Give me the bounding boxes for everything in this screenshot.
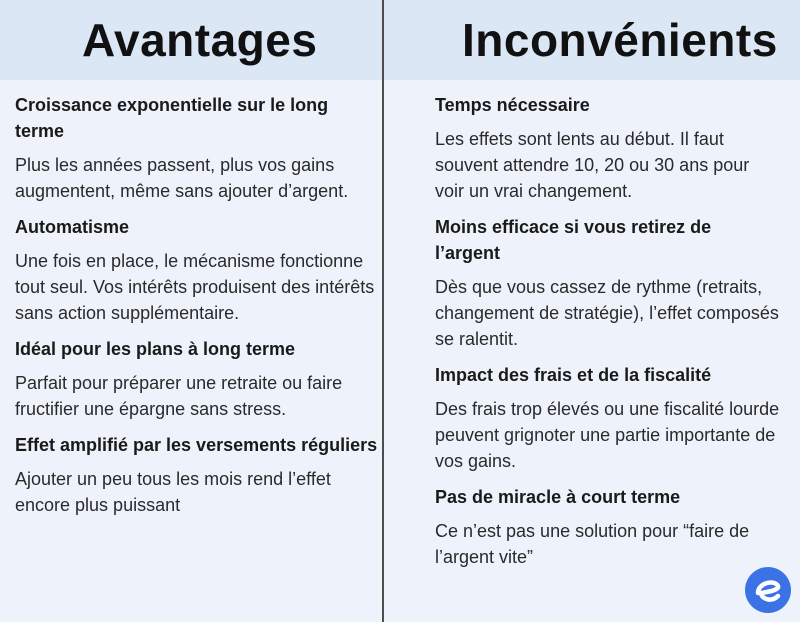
advantage-item-text: Parfait pour préparer une retraite ou faire fructifier une épargne sans stress. bbox=[15, 373, 343, 419]
advantages-list bbox=[0, 80, 400, 518]
advantages-title: Avantages bbox=[82, 14, 318, 66]
advantage-item-title: Automatisme bbox=[15, 217, 130, 237]
disadvantage-item bbox=[435, 214, 780, 352]
advantage-item-text: Une fois en place, le mécanisme fonctionne tout seul. Vos intérêts produisent des intérêts sans action supplémentaire. bbox=[15, 251, 375, 323]
advantage-item-text: Ajouter un peu tous les mois rend l’effet encore plus puissant bbox=[15, 469, 331, 515]
advantage-item bbox=[15, 214, 380, 326]
advantage-item bbox=[15, 336, 380, 422]
advantage-item-text: Plus les années passent, plus vos gains augmentent, même sans ajouter d’argent. bbox=[15, 155, 349, 201]
disadvantage-item-title: Moins efficace si vous retirez de l’argent bbox=[435, 217, 712, 263]
e-logo-icon bbox=[744, 566, 792, 614]
disadvantage-item bbox=[435, 484, 780, 570]
advantage-item-title: Effet amplifié par les versements réguliers bbox=[15, 435, 378, 455]
disadvantage-item-title: Impact des frais et de la fiscalité bbox=[435, 365, 712, 385]
disadvantage-item-text: Dès que vous cassez de rythme (retraits, changement de stratégie), l’effet composés se ralentit. bbox=[435, 277, 779, 349]
disadvantage-item-text: Des frais trop élevés ou une fiscalité lourde peuvent grignoter une partie importante de vos gains. bbox=[435, 399, 780, 471]
disadvantages-header bbox=[400, 0, 800, 80]
advantage-item-title: Idéal pour les plans à long terme bbox=[15, 339, 296, 359]
disadvantages-column bbox=[400, 0, 800, 622]
advantage-item bbox=[15, 92, 380, 204]
disadvantage-item-text: Les effets sont lents au début. Il faut souvent attendre 10, 20 ou 30 ans pour voir un vrai changement. bbox=[435, 129, 750, 201]
disadvantage-item-text: Ce n’est pas une solution pour “faire de l’argent vite” bbox=[435, 521, 750, 567]
disadvantages-list bbox=[400, 80, 800, 570]
column-divider bbox=[382, 0, 384, 622]
disadvantage-item-title: Pas de miracle à court terme bbox=[435, 487, 681, 507]
disadvantage-item bbox=[435, 92, 780, 204]
disadvantages-title: Inconvénients bbox=[462, 14, 778, 66]
disadvantage-item bbox=[435, 362, 780, 474]
advantages-header bbox=[0, 0, 400, 80]
advantage-item bbox=[15, 432, 380, 518]
advantage-item-title: Croissance exponentielle sur le long terme bbox=[15, 95, 329, 141]
disadvantage-item-title: Temps nécessaire bbox=[435, 95, 590, 115]
